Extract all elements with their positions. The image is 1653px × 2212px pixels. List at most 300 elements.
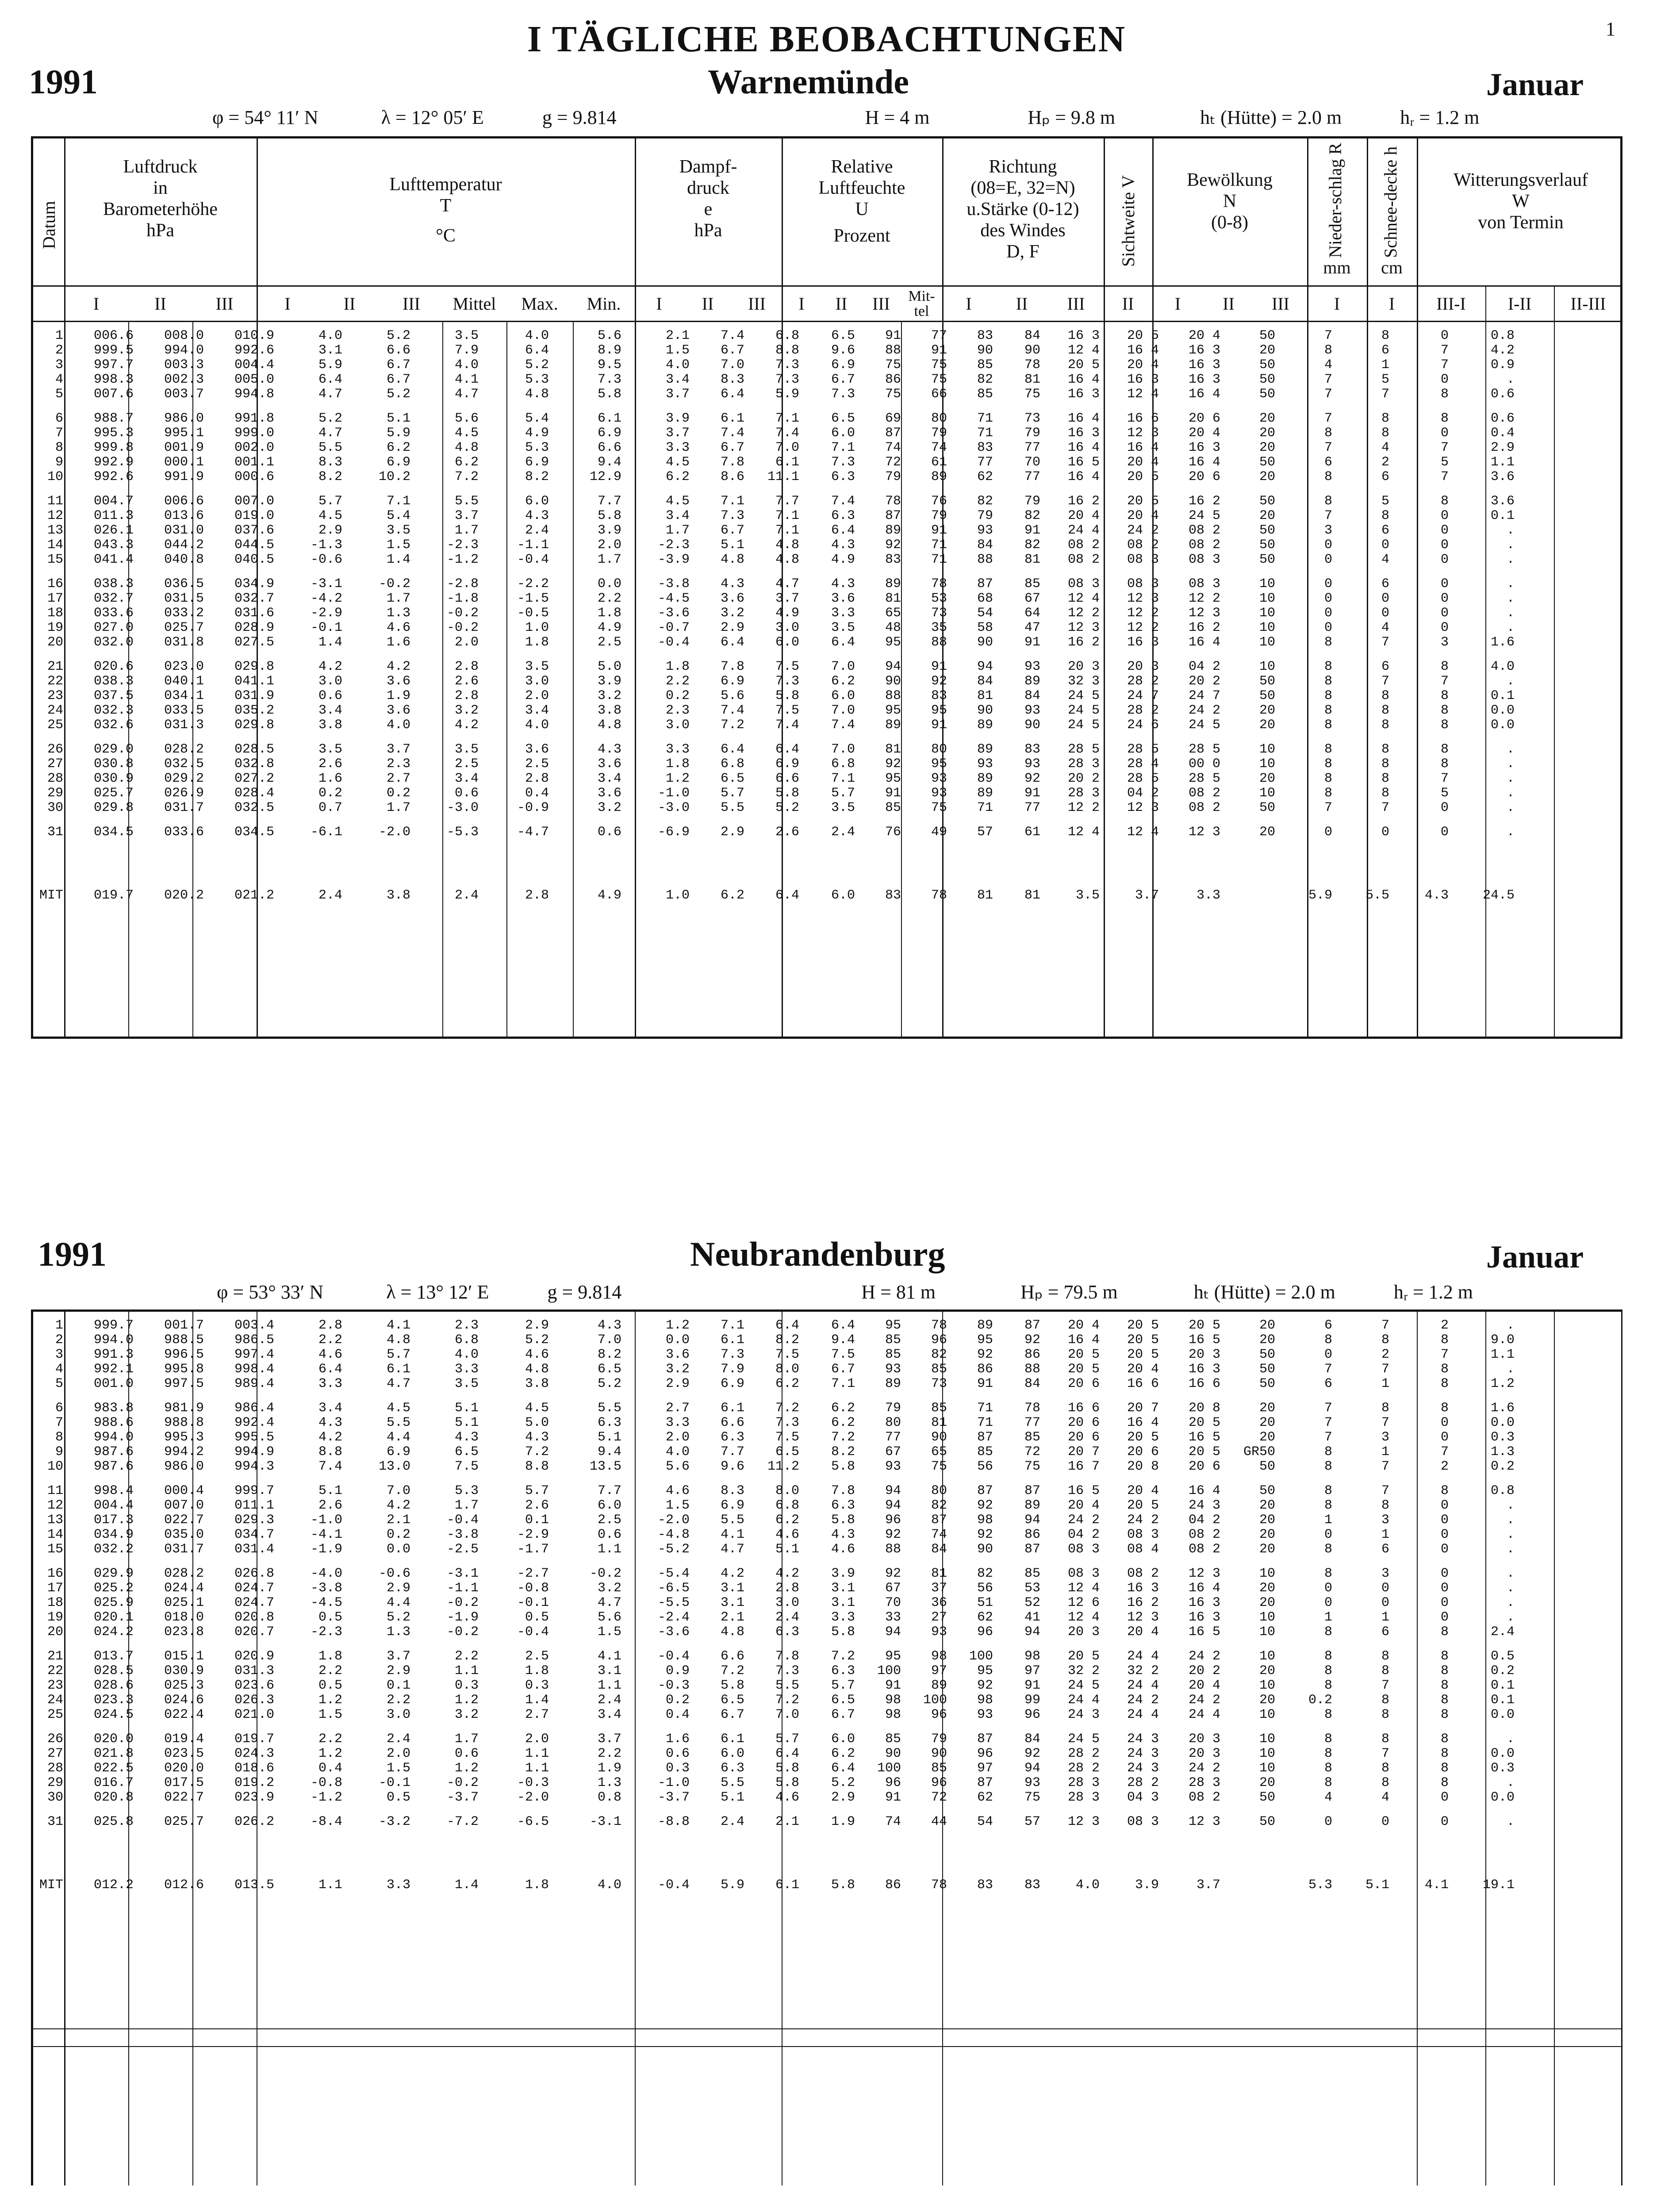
value-cell: . bbox=[1506, 1513, 1515, 1528]
value-cell: 86 bbox=[885, 372, 901, 387]
value-cell: 011.3 bbox=[93, 508, 134, 523]
value-cell: 08 2 bbox=[1067, 538, 1100, 553]
value-cell: 020.1 bbox=[93, 1610, 134, 1625]
value-cell: 92 bbox=[885, 757, 901, 772]
value-cell: 6 bbox=[1324, 1318, 1332, 1333]
header-lufttemperatur: Lufttemperatur T °C bbox=[389, 174, 502, 246]
value-cell: 20 bbox=[1259, 1693, 1275, 1708]
value-cell: 87 bbox=[1024, 1542, 1040, 1557]
value-cell: 0 bbox=[1440, 620, 1449, 635]
value-cell: 75 bbox=[931, 800, 947, 815]
date-cell: 8 bbox=[55, 440, 63, 455]
value-cell: 7.8 bbox=[720, 455, 744, 470]
value-cell: 0.2 bbox=[1308, 1693, 1332, 1708]
value-cell: 16 3 bbox=[1067, 426, 1100, 441]
value-cell: 08 2 bbox=[1067, 552, 1100, 567]
value-cell: 93 bbox=[977, 523, 993, 538]
table-row bbox=[37, 1596, 1521, 1610]
value-cell: 8.8 bbox=[525, 1459, 549, 1474]
value-cell: 041.4 bbox=[93, 552, 134, 567]
value-cell: 4.3 bbox=[525, 508, 549, 523]
value-cell: 16 5 bbox=[1067, 455, 1100, 470]
value-cell: 20 8 bbox=[1188, 1401, 1220, 1416]
value-cell: 8 bbox=[1381, 786, 1389, 801]
value-cell: 7 bbox=[1324, 1430, 1332, 1445]
value-cell: 85 bbox=[931, 1401, 947, 1416]
value-cell: 80 bbox=[931, 411, 947, 426]
value-cell: 0 bbox=[1324, 576, 1332, 591]
value-cell: 7 bbox=[1381, 1459, 1389, 1474]
value-cell: 20 bbox=[1259, 825, 1275, 840]
value-cell: 16 7 bbox=[1067, 1459, 1100, 1474]
table-row bbox=[37, 1416, 1521, 1430]
value-cell: 28 2 bbox=[1127, 1775, 1159, 1790]
value-cell: 76 bbox=[931, 494, 947, 509]
value-cell: 98 bbox=[931, 1649, 947, 1664]
value-cell: 020.0 bbox=[164, 1761, 204, 1776]
value-cell: 2.5 bbox=[597, 635, 621, 650]
value-cell: 20 5 bbox=[1188, 1444, 1220, 1459]
value-cell: 94 bbox=[1024, 1624, 1040, 1640]
date-cell: 27 bbox=[47, 1746, 63, 1761]
value-cell: 0.6 bbox=[1490, 411, 1515, 426]
value-cell: 8 bbox=[1324, 1761, 1332, 1776]
value-cell: 16 3 bbox=[1067, 328, 1100, 343]
value-cell: 4.5 bbox=[665, 494, 690, 509]
value-cell: 004.4 bbox=[234, 357, 274, 373]
value-cell: 91 bbox=[1024, 786, 1040, 801]
value-cell: 8 bbox=[1440, 1649, 1449, 1664]
value-cell: 20 5 bbox=[1067, 1347, 1100, 1362]
value-cell: 20 4 bbox=[1188, 426, 1220, 441]
value-cell: 5.8 bbox=[597, 387, 621, 402]
value-cell: -0.4 bbox=[446, 1513, 479, 1528]
table-row bbox=[37, 470, 1521, 494]
value-cell: 3.2 bbox=[454, 1707, 479, 1722]
value-cell: 90 bbox=[977, 1542, 993, 1557]
value-cell: 7 bbox=[1324, 1401, 1332, 1416]
value-cell: 029.0 bbox=[93, 742, 134, 757]
value-cell: 6.4 bbox=[831, 635, 855, 650]
value-cell: 89 bbox=[977, 1318, 993, 1333]
value-cell: 026.3 bbox=[234, 1693, 274, 1708]
value-cell: 80 bbox=[931, 742, 947, 757]
date-cell: 20 bbox=[47, 635, 63, 650]
value-cell: 8 bbox=[1324, 1649, 1332, 1664]
value-cell: 987.6 bbox=[93, 1459, 134, 1474]
value-cell: 4.7 bbox=[454, 387, 479, 402]
value-cell: 5.8 bbox=[597, 508, 621, 523]
value-cell: 12 4 bbox=[1067, 1581, 1100, 1596]
date-cell: 29 bbox=[47, 1775, 63, 1790]
value-cell: 020.2 bbox=[164, 888, 204, 903]
value-cell: -1.2 bbox=[310, 1790, 342, 1805]
value-cell: 7.5 bbox=[775, 659, 799, 674]
table-row bbox=[37, 329, 1521, 343]
value-cell: -2.0 bbox=[517, 1790, 549, 1805]
value-cell: 5.1 bbox=[720, 538, 744, 553]
value-cell: 0 bbox=[1440, 426, 1449, 441]
value-cell: 2.9 bbox=[720, 620, 744, 635]
value-cell: 83 bbox=[885, 552, 901, 567]
value-cell: 5.5 bbox=[775, 1678, 799, 1693]
value-cell: 032.2 bbox=[93, 1542, 134, 1557]
value-cell: 3.6 bbox=[386, 703, 410, 718]
value-cell: 8 bbox=[1440, 703, 1449, 718]
table-row bbox=[37, 358, 1521, 373]
value-cell: 3.8 bbox=[525, 1376, 549, 1391]
value-cell: 16 5 bbox=[1188, 1430, 1220, 1445]
value-cell: 92 bbox=[1024, 1333, 1040, 1348]
value-cell: 98 bbox=[885, 1707, 901, 1722]
value-cell: 6.5 bbox=[720, 771, 744, 786]
value-cell: 8 bbox=[1381, 1649, 1389, 1664]
value-cell: 95 bbox=[885, 1649, 901, 1664]
value-cell: 10 bbox=[1259, 742, 1275, 757]
value-cell: 0.2 bbox=[318, 786, 342, 801]
value-cell: 8 bbox=[1381, 1775, 1389, 1790]
value-cell: 3.0 bbox=[775, 1595, 799, 1610]
value-cell: 8 bbox=[1381, 1401, 1389, 1416]
value-cell: 4 bbox=[1381, 620, 1389, 635]
value-cell: 0.1 bbox=[1490, 688, 1515, 703]
value-cell: -1.8 bbox=[446, 591, 479, 606]
value-cell: 20 4 bbox=[1188, 328, 1220, 343]
value-cell: 4.8 bbox=[525, 387, 549, 402]
value-cell: 7.1 bbox=[775, 411, 799, 426]
value-cell: 3.3 bbox=[831, 606, 855, 621]
value-cell: 48 bbox=[885, 620, 901, 635]
value-cell: 028.2 bbox=[164, 742, 204, 757]
value-cell: 3.1 bbox=[831, 1581, 855, 1596]
value-cell: 7.1 bbox=[386, 494, 410, 509]
value-cell: 4.4 bbox=[386, 1595, 410, 1610]
date-cell: 29 bbox=[47, 786, 63, 801]
value-cell: 24 6 bbox=[1127, 718, 1159, 733]
value-cell: 2.2 bbox=[318, 1663, 342, 1678]
value-cell: 88 bbox=[885, 688, 901, 703]
value-cell: 023.0 bbox=[164, 659, 204, 674]
value-cell: 2.1 bbox=[665, 328, 690, 343]
value-cell: . bbox=[1506, 1581, 1515, 1596]
table-row bbox=[37, 577, 1521, 591]
value-cell: 7.1 bbox=[775, 508, 799, 523]
value-cell: 16 4 bbox=[1067, 1333, 1100, 1348]
value-cell: 77 bbox=[1024, 469, 1040, 484]
value-cell: 5.5 bbox=[720, 800, 744, 815]
value-cell: 1.4 bbox=[318, 635, 342, 650]
value-cell: 6.4 bbox=[720, 635, 744, 650]
value-cell: 12 3 bbox=[1127, 800, 1159, 815]
value-cell: 71 bbox=[977, 426, 993, 441]
table-row bbox=[37, 772, 1521, 786]
value-cell: 20 bbox=[1259, 1415, 1275, 1430]
value-cell: 011.1 bbox=[234, 1498, 274, 1513]
value-cell: 1.4 bbox=[525, 1693, 549, 1708]
value-cell: -0.2 bbox=[589, 1566, 621, 1581]
value-cell: 4.0 bbox=[665, 357, 690, 373]
value-cell: 71 bbox=[977, 1415, 993, 1430]
value-cell: 04 2 bbox=[1188, 1513, 1220, 1528]
value-cell: -4.7 bbox=[517, 825, 549, 840]
value-cell: 4.5 bbox=[525, 1401, 549, 1416]
value-cell: 7.2 bbox=[525, 1444, 549, 1459]
value-cell: -4.5 bbox=[657, 591, 690, 606]
value-cell: 5.8 bbox=[831, 1624, 855, 1640]
value-cell: 8 bbox=[1440, 1624, 1449, 1640]
value-cell: 74 bbox=[931, 440, 947, 455]
param-lambda: λ = 13° 12′ E bbox=[386, 1281, 489, 1303]
value-cell: 28 2 bbox=[1067, 1761, 1100, 1776]
value-cell: 020.6 bbox=[93, 659, 134, 674]
value-cell: 8.2 bbox=[775, 1333, 799, 1348]
date-cell: 7 bbox=[55, 1415, 63, 1430]
table-row bbox=[37, 343, 1521, 358]
value-cell: 7.3 bbox=[831, 455, 855, 470]
value-cell: 024.6 bbox=[164, 1693, 204, 1708]
value-cell: 7.0 bbox=[775, 1707, 799, 1722]
value-cell: 025.9 bbox=[93, 1595, 134, 1610]
value-cell: 98 bbox=[977, 1513, 993, 1528]
value-cell: 4.8 bbox=[775, 552, 799, 567]
value-cell: 1.8 bbox=[525, 1878, 549, 1893]
value-cell: 001.1 bbox=[234, 455, 274, 470]
value-cell: 04 2 bbox=[1067, 1527, 1100, 1542]
value-cell: 95 bbox=[931, 757, 947, 772]
value-cell: 20 6 bbox=[1067, 1430, 1100, 1445]
value-cell: 10 bbox=[1259, 1649, 1275, 1664]
value-cell: . bbox=[1506, 825, 1515, 840]
header-bewoelkung: Bewölkung N (0-8) bbox=[1187, 170, 1273, 233]
value-cell: 16 4 bbox=[1067, 411, 1100, 426]
value-cell: 6.4 bbox=[720, 387, 744, 402]
value-cell: 16 4 bbox=[1188, 455, 1220, 470]
value-cell: 992.1 bbox=[93, 1362, 134, 1377]
table-row bbox=[37, 455, 1521, 470]
value-cell: 6.4 bbox=[318, 1362, 342, 1377]
value-cell: 4.3 bbox=[454, 1430, 479, 1445]
value-cell: 010.9 bbox=[234, 328, 274, 343]
value-cell: 85 bbox=[885, 1333, 901, 1348]
value-cell: 7.4 bbox=[720, 426, 744, 441]
value-cell: 4.8 bbox=[454, 440, 479, 455]
value-cell: 8 bbox=[1440, 411, 1449, 426]
table-row bbox=[37, 591, 1521, 606]
value-cell: 10 bbox=[1259, 1761, 1275, 1776]
value-cell: 1.0 bbox=[525, 620, 549, 635]
value-cell: 0 bbox=[1381, 591, 1389, 606]
value-cell: -0.9 bbox=[517, 800, 549, 815]
value-cell: -3.8 bbox=[657, 576, 690, 591]
value-cell: 6.1 bbox=[720, 1732, 744, 1747]
value-cell: 16 6 bbox=[1067, 1401, 1100, 1416]
value-cell: 003.3 bbox=[164, 357, 204, 373]
value-cell: 021.8 bbox=[93, 1746, 134, 1761]
value-cell: 1.5 bbox=[665, 343, 690, 358]
value-cell: 24.5 bbox=[1482, 888, 1515, 903]
value-cell: 28 5 bbox=[1127, 771, 1159, 786]
value-cell: 16 4 bbox=[1127, 440, 1159, 455]
value-cell: 6.0 bbox=[831, 688, 855, 703]
value-cell: 040.1 bbox=[164, 674, 204, 689]
header-datum: Datum bbox=[39, 201, 59, 249]
value-cell: 50 bbox=[1259, 674, 1275, 689]
value-cell: 6.0 bbox=[831, 1732, 855, 1747]
value-cell: 8.0 bbox=[775, 1362, 799, 1377]
value-cell: 10 bbox=[1259, 591, 1275, 606]
value-cell: 5.8 bbox=[775, 1761, 799, 1776]
value-cell: 49 bbox=[931, 825, 947, 840]
value-cell: 023.5 bbox=[164, 1746, 204, 1761]
value-cell: 4.3 bbox=[597, 1318, 621, 1333]
value-cell: 8 bbox=[1381, 1333, 1389, 1348]
value-cell: 7 bbox=[1381, 1746, 1389, 1761]
value-cell: 989.4 bbox=[234, 1376, 274, 1391]
value-cell: 4.2 bbox=[775, 1566, 799, 1581]
value-cell: 2.7 bbox=[525, 1707, 549, 1722]
value-cell: 77 bbox=[885, 1430, 901, 1445]
value-cell: 8 bbox=[1381, 757, 1389, 772]
value-cell: 16 3 bbox=[1188, 343, 1220, 358]
value-cell: 56 bbox=[977, 1581, 993, 1596]
value-cell: 8 bbox=[1440, 1707, 1449, 1722]
value-cell: 4.1 bbox=[720, 1527, 744, 1542]
value-cell: 08 4 bbox=[1127, 1542, 1159, 1557]
value-cell: 015.1 bbox=[164, 1649, 204, 1664]
value-cell: -4.2 bbox=[310, 591, 342, 606]
value-cell: 6 bbox=[1381, 576, 1389, 591]
value-cell: 2.9 bbox=[831, 1790, 855, 1805]
value-cell: -0.8 bbox=[310, 1775, 342, 1790]
value-cell: 89 bbox=[977, 718, 993, 733]
date-cell: 14 bbox=[47, 538, 63, 553]
value-cell: 1.8 bbox=[665, 757, 690, 772]
value-cell: 1 bbox=[1381, 1527, 1389, 1542]
value-cell: 6.4 bbox=[831, 1761, 855, 1776]
value-cell: 995.5 bbox=[234, 1430, 274, 1445]
value-cell: 026.1 bbox=[93, 523, 134, 538]
value-cell: 20 bbox=[1259, 411, 1275, 426]
value-cell: 83 bbox=[885, 888, 901, 903]
value-cell: 3.9 bbox=[597, 523, 621, 538]
param-phi: φ = 53° 33′ N bbox=[217, 1281, 324, 1303]
value-cell: 11.1 bbox=[767, 469, 799, 484]
value-cell: 93 bbox=[885, 1362, 901, 1377]
value-cell: 999.7 bbox=[93, 1318, 134, 1333]
table-row bbox=[37, 1528, 1521, 1542]
value-cell: 6.4 bbox=[775, 742, 799, 757]
value-cell: 6.5 bbox=[831, 328, 855, 343]
value-cell: 86 bbox=[977, 1362, 993, 1377]
value-cell: 16 3 bbox=[1188, 372, 1220, 387]
value-cell: 1.5 bbox=[665, 1498, 690, 1513]
value-cell: 8 bbox=[1381, 742, 1389, 757]
value-cell: . bbox=[1506, 1775, 1515, 1790]
table-row bbox=[37, 1377, 1521, 1401]
value-cell: 90 bbox=[977, 703, 993, 718]
date-cell: 13 bbox=[47, 1513, 63, 1528]
value-cell: 6.4 bbox=[775, 1746, 799, 1761]
value-cell: 2.0 bbox=[386, 1746, 410, 1761]
value-cell: 79 bbox=[1024, 494, 1040, 509]
value-cell: 6.2 bbox=[720, 888, 744, 903]
value-cell: 10 bbox=[1259, 620, 1275, 635]
value-cell: 7 bbox=[1324, 387, 1332, 402]
date-cell: 21 bbox=[47, 1649, 63, 1664]
value-cell: 7.1 bbox=[831, 1376, 855, 1391]
value-cell: 5.8 bbox=[775, 1775, 799, 1790]
value-cell: 012.6 bbox=[164, 1878, 204, 1893]
date-cell: 31 bbox=[47, 1814, 63, 1829]
value-cell: 91 bbox=[1024, 635, 1040, 650]
value-cell: 12 2 bbox=[1067, 606, 1100, 621]
value-cell: 6.1 bbox=[386, 1362, 410, 1377]
value-cell: 8 bbox=[1324, 771, 1332, 786]
value-cell: 6.7 bbox=[720, 343, 744, 358]
value-cell: 78 bbox=[931, 888, 947, 903]
value-cell: -3.1 bbox=[446, 1566, 479, 1581]
value-cell: 1.3 bbox=[1490, 1444, 1515, 1459]
value-cell: 81 bbox=[931, 1566, 947, 1581]
value-cell: 7.3 bbox=[775, 1415, 799, 1430]
station-name: Neubrandenburg bbox=[690, 1235, 945, 1273]
value-cell: 85 bbox=[977, 387, 993, 402]
value-cell: -3.6 bbox=[657, 606, 690, 621]
value-cell: 12 3 bbox=[1067, 1814, 1100, 1829]
value-cell: 5.1 bbox=[454, 1415, 479, 1430]
value-cell: 0.1 bbox=[1490, 1678, 1515, 1693]
value-cell: -1.9 bbox=[446, 1610, 479, 1625]
value-cell: 98 bbox=[977, 1693, 993, 1708]
value-cell: 79 bbox=[931, 426, 947, 441]
value-cell: 6.9 bbox=[720, 1376, 744, 1391]
value-cell: 20 4 bbox=[1127, 508, 1159, 523]
value-cell: 24 4 bbox=[1067, 1693, 1100, 1708]
value-cell: 7.4 bbox=[775, 718, 799, 733]
value-cell: 20 bbox=[1259, 1318, 1275, 1333]
value-cell: 5.2 bbox=[831, 1775, 855, 1790]
value-cell: 6.7 bbox=[720, 1707, 744, 1722]
value-cell: 41 bbox=[1024, 1610, 1040, 1625]
date-cell: 17 bbox=[47, 1581, 63, 1596]
date-cell: 30 bbox=[47, 1790, 63, 1805]
value-cell: 8 bbox=[1440, 494, 1449, 509]
value-cell: 3.8 bbox=[386, 888, 410, 903]
date-cell: 16 bbox=[47, 1566, 63, 1581]
value-cell: 2.4 bbox=[525, 523, 549, 538]
value-cell: 9.6 bbox=[831, 343, 855, 358]
value-cell: 16 4 bbox=[1127, 1415, 1159, 1430]
value-cell: 2.2 bbox=[665, 674, 690, 689]
value-cell: 034.9 bbox=[93, 1527, 134, 1542]
value-cell: 92 bbox=[977, 1527, 993, 1542]
value-cell: 7 bbox=[1324, 800, 1332, 815]
value-cell: 24 2 bbox=[1188, 1693, 1220, 1708]
value-cell: 033.2 bbox=[164, 606, 204, 621]
value-cell: -0.2 bbox=[446, 606, 479, 621]
value-cell: 022.5 bbox=[93, 1761, 134, 1776]
value-cell: . bbox=[1506, 757, 1515, 772]
value-cell: 0 bbox=[1381, 538, 1389, 553]
value-cell: 6.5 bbox=[597, 1362, 621, 1377]
value-cell: 1.1 bbox=[318, 1878, 342, 1893]
value-cell: 3.4 bbox=[597, 1707, 621, 1722]
date-cell: 4 bbox=[55, 372, 63, 387]
value-cell: 3.7 bbox=[386, 1649, 410, 1664]
date-cell: 3 bbox=[55, 1347, 63, 1362]
value-cell: . bbox=[1506, 771, 1515, 786]
value-cell: -0.6 bbox=[310, 552, 342, 567]
